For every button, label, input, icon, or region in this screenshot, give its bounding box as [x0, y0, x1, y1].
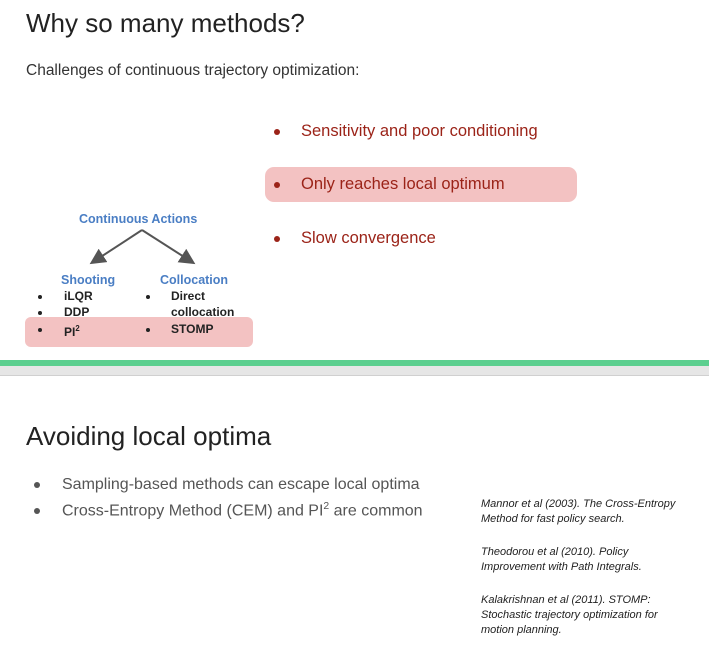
highlight-pi2-stomp	[25, 317, 253, 347]
slide-divider	[0, 366, 709, 376]
diagram-arrows	[0, 0, 260, 300]
challenge-item	[274, 122, 538, 141]
bullet-dot	[34, 482, 40, 488]
reference-citation: Kalakrishnan et al (2011). STOMP: Stochastic trajectory optimization for motion planning.	[481, 594, 658, 636]
bullet-dot	[146, 328, 150, 332]
slide-title: Avoiding local optima	[26, 421, 272, 451]
bullet-item	[34, 501, 423, 520]
arrow-to-collocation	[142, 230, 192, 262]
arrow-to-shooting	[93, 230, 142, 262]
slide-title: Why so many methods?	[26, 8, 305, 38]
collocation-item: STOMP	[171, 322, 214, 336]
challenge-text: Sensitivity and poor conditioning	[301, 122, 538, 140]
bullet-dot	[38, 311, 42, 315]
slide-subtitle: Challenges of continuous trajectory optimization:	[26, 62, 360, 79]
bullet-dot	[274, 236, 280, 242]
challenge-item	[274, 229, 436, 248]
bullet-dot	[274, 129, 280, 135]
reference-citation: Theodorou et al (2010). Policy Improvement with Path Integrals.	[481, 546, 642, 573]
shooting-item-pi2: $PI^2$	[64, 324, 80, 339]
bullet-dot	[146, 295, 150, 299]
challenge-item	[274, 175, 505, 194]
reference-citation: Mannor et al (2003). The Cross-Entropy Method for fast policy search.	[481, 498, 676, 525]
challenge-text: Only reaches local optimum	[301, 175, 505, 193]
shooting-item: iLQR	[64, 289, 93, 303]
bullet-dot	[38, 295, 42, 299]
collocation-item: Direct	[171, 289, 206, 303]
challenge-text: Slow convergence	[301, 229, 436, 247]
collocation-label: Collocation	[160, 273, 229, 287]
shooting-item: DDP	[64, 305, 90, 319]
bullet-dot	[274, 182, 280, 188]
collocation-item: collocation	[171, 305, 235, 319]
slide-avoiding-local-optima	[0, 376, 709, 647]
bullet-dot	[34, 508, 40, 514]
shooting-label: Shooting	[61, 273, 116, 287]
bullet-text: Sampling-based methods can escape local optima	[62, 476, 420, 493]
diagram-root-label: Continuous Actions	[79, 212, 198, 226]
bullet-item	[34, 476, 420, 494]
bullet-dot	[38, 328, 42, 332]
bullet-text: Cross-Entropy Method (CEM) and $PI^2$ are common	[62, 501, 423, 520]
